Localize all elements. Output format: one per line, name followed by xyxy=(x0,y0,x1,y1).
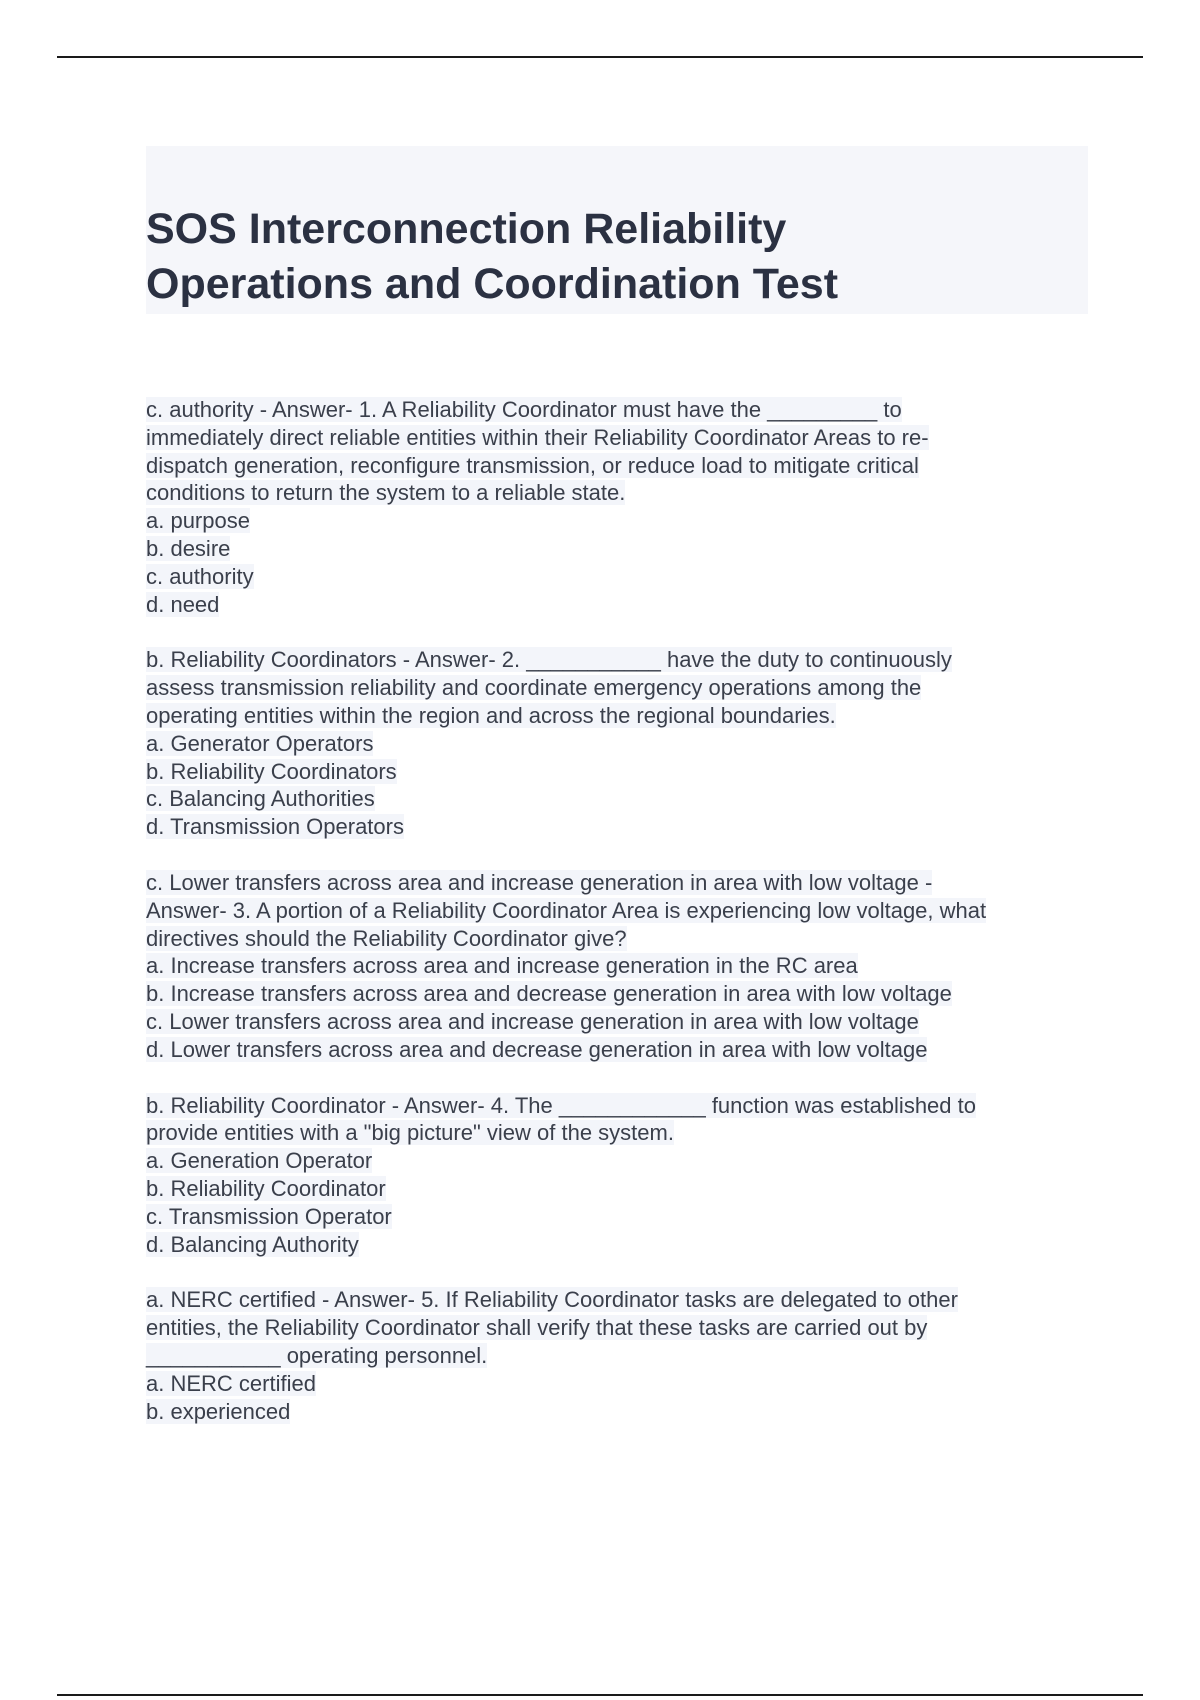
answer-option: d. need xyxy=(146,591,220,617)
question-text-line: Answer- 3. A portion of a Reliability Coordinator Area is experiencing low voltage, what xyxy=(146,897,987,923)
answer-option: b. desire xyxy=(146,535,231,561)
question-block-4 xyxy=(146,1092,1106,1259)
answer-option: c. Balancing Authorities xyxy=(146,786,375,812)
document-title xyxy=(146,202,1086,312)
question-text-line: operating entities within the region and across the regional boundaries. xyxy=(146,702,836,728)
answer-option: d. Transmission Operators xyxy=(146,814,404,840)
question-text-line: immediately direct reliable entities within their Reliability Coordinator Areas to re- xyxy=(146,424,929,450)
answer-option: a. Generator Operators xyxy=(146,730,374,756)
question-block-1 xyxy=(146,396,1106,618)
title-line: Operations and Coordination Test xyxy=(146,260,839,308)
answer-option: a. NERC certified xyxy=(146,1370,316,1396)
bottom-rule xyxy=(57,1694,1143,1696)
question-text-line: c. authority - Answer- 1. A Reliability Coordinator must have the _________ to xyxy=(146,397,902,422)
answer-option: b. experienced xyxy=(146,1398,291,1424)
question-text-line: entities, the Reliability Coordinator shall verify that these tasks are carried out by xyxy=(146,1315,928,1341)
question-text-line: b. Reliability Coordinator - Answer- 4. The ____________ function was established to xyxy=(146,1092,976,1118)
document-body xyxy=(146,396,1106,1453)
question-text-line: conditions to return the system to a reliable state. xyxy=(146,480,626,506)
answer-option: c. Lower transfers across area and increase generation in area with low voltage xyxy=(146,1008,919,1034)
question-text-line: c. Lower transfers across area and increase generation in area with low voltage - xyxy=(146,869,933,895)
top-rule xyxy=(57,56,1143,58)
question-text-line: ___________ operating personnel. xyxy=(146,1342,488,1368)
question-text-line: directives should the Reliability Coordinator give? xyxy=(146,925,627,951)
title-line: SOS Interconnection Reliability xyxy=(146,205,787,253)
question-text-line: a. NERC certified - Answer- 5. If Reliability Coordinator tasks are delegated to other xyxy=(146,1287,958,1313)
answer-option: c. Transmission Operator xyxy=(146,1203,392,1229)
answer-option: b. Increase transfers across area and decrease generation in area with low voltage xyxy=(146,981,952,1007)
answer-option: a. Generation Operator xyxy=(146,1148,373,1174)
question-block-3 xyxy=(146,869,1106,1064)
question-text-line: dispatch generation, reconfigure transmission, or reduce load to mitigate critical xyxy=(146,452,919,478)
answer-option: d. Balancing Authority xyxy=(146,1231,359,1257)
question-text-line: provide entities with a "big picture" view of the system. xyxy=(146,1120,674,1146)
answer-option: a. purpose xyxy=(146,508,250,534)
answer-option: a. Increase transfers across area and increase generation in the RC area xyxy=(146,953,858,979)
question-block-5 xyxy=(146,1286,1106,1425)
answer-option: d. Lower transfers across area and decrease generation in area with low voltage xyxy=(146,1036,928,1062)
question-block-2 xyxy=(146,646,1106,841)
question-text-line: b. Reliability Coordinators - Answer- 2. ___________ have the duty to continuously xyxy=(146,647,952,673)
answer-option: b. Reliability Coordinator xyxy=(146,1175,386,1201)
answer-option: b. Reliability Coordinators xyxy=(146,758,397,784)
question-text-line: assess transmission reliability and coordinate emergency operations among the xyxy=(146,675,922,701)
answer-option: c. authority xyxy=(146,563,254,589)
